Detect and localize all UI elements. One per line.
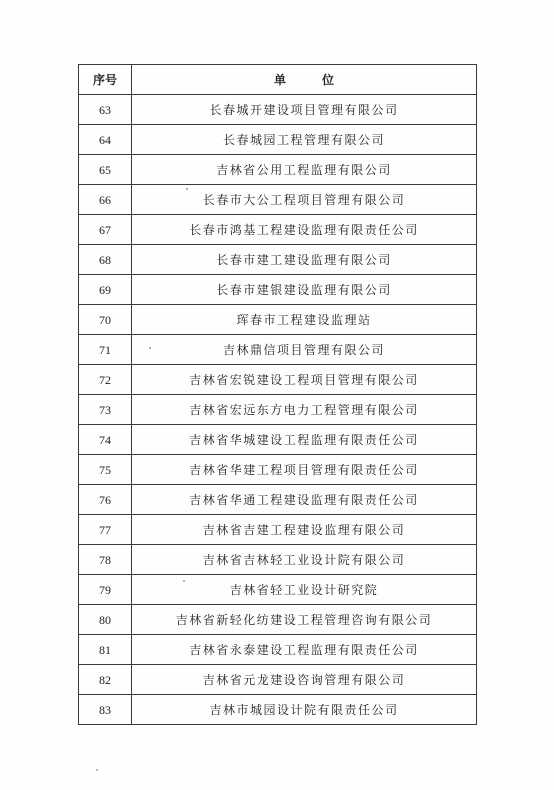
row-number: 78 [79, 545, 132, 575]
row-number: 82 [79, 665, 132, 695]
table-row [79, 635, 477, 665]
row-unit-name: 吉林省吉建工程建设监理有限公司 [132, 515, 477, 545]
table-row [79, 515, 477, 545]
table-row [79, 215, 477, 245]
scan-speck [186, 188, 188, 190]
row-number: 63 [79, 95, 132, 125]
table-row [79, 155, 477, 185]
table-header-row [79, 65, 477, 95]
row-number: 77 [79, 515, 132, 545]
row-unit-name: 吉林省宏远东方电力工程管理有限公司 [132, 395, 477, 425]
row-unit-name: 长春城园工程管理有限公司 [132, 125, 477, 155]
table-row [79, 365, 477, 395]
row-unit-name: 长春城开建设项目管理有限公司 [132, 95, 477, 125]
table-row [79, 665, 477, 695]
row-number: 65 [79, 155, 132, 185]
table-row [79, 695, 477, 725]
row-unit-name: 吉林鼎信项目管理有限公司 [132, 335, 477, 365]
row-number: 66 [79, 185, 132, 215]
unit-roster-table [78, 64, 477, 725]
column-header-number: 序号 [79, 65, 132, 95]
table-body [79, 95, 477, 725]
row-unit-name: 长春市鸿基工程建设监理有限责任公司 [132, 215, 477, 245]
table-row [79, 455, 477, 485]
row-unit-name: 吉林省宏锐建设工程项目管理有限公司 [132, 365, 477, 395]
table-row [79, 95, 477, 125]
row-number: 74 [79, 425, 132, 455]
row-unit-name: 吉林省公用工程监理有限公司 [132, 155, 477, 185]
column-header-unit [132, 65, 477, 95]
row-unit-name: 吉林省元龙建设咨询管理有限公司 [132, 665, 477, 695]
row-unit-name: 吉林省华通工程建设监理有限责任公司 [132, 485, 477, 515]
row-number: 75 [79, 455, 132, 485]
row-unit-name: 吉林省新轻化纺建设工程管理咨询有限公司 [132, 605, 477, 635]
row-unit-name: 吉林省吉林轻工业设计院有限公司 [132, 545, 477, 575]
row-number: 72 [79, 365, 132, 395]
table-row [79, 605, 477, 635]
row-unit-name: 吉林省华城建设工程监理有限责任公司 [132, 425, 477, 455]
row-unit-name: 长春市建工建设监理有限公司 [132, 245, 477, 275]
row-number: 71 [79, 335, 132, 365]
table-row [79, 245, 477, 275]
row-number: 79 [79, 575, 132, 605]
row-unit-name: 吉林省轻工业设计研究院 [132, 575, 477, 605]
table-row [79, 185, 477, 215]
row-unit-name: 吉林市城园设计院有限责任公司 [132, 695, 477, 725]
row-unit-name: 吉林省永泰建设工程监理有限责任公司 [132, 635, 477, 665]
row-number: 70 [79, 305, 132, 335]
table-row [79, 545, 477, 575]
row-number: 68 [79, 245, 132, 275]
scan-speck [96, 769, 98, 771]
scan-speck [149, 347, 151, 349]
row-number: 73 [79, 395, 132, 425]
row-number: 67 [79, 215, 132, 245]
row-number: 69 [79, 275, 132, 305]
row-unit-name: 吉林省华建工程项目管理有限责任公司 [132, 455, 477, 485]
row-number: 76 [79, 485, 132, 515]
column-header-unit-label: 单位 [273, 72, 370, 87]
row-unit-name: 长春市大公工程项目管理有限公司 [132, 185, 477, 215]
row-number: 81 [79, 635, 132, 665]
table-row [79, 275, 477, 305]
row-unit-name: 珲春市工程建设监理站 [132, 305, 477, 335]
row-number: 64 [79, 125, 132, 155]
table-row [79, 125, 477, 155]
row-number: 83 [79, 695, 132, 725]
table-row [79, 305, 477, 335]
table-row [79, 335, 477, 365]
scan-speck [183, 580, 185, 582]
row-number: 80 [79, 605, 132, 635]
row-unit-name: 长春市建银建设监理有限公司 [132, 275, 477, 305]
table-row [79, 575, 477, 605]
table-row [79, 485, 477, 515]
table-row [79, 395, 477, 425]
table-row [79, 425, 477, 455]
